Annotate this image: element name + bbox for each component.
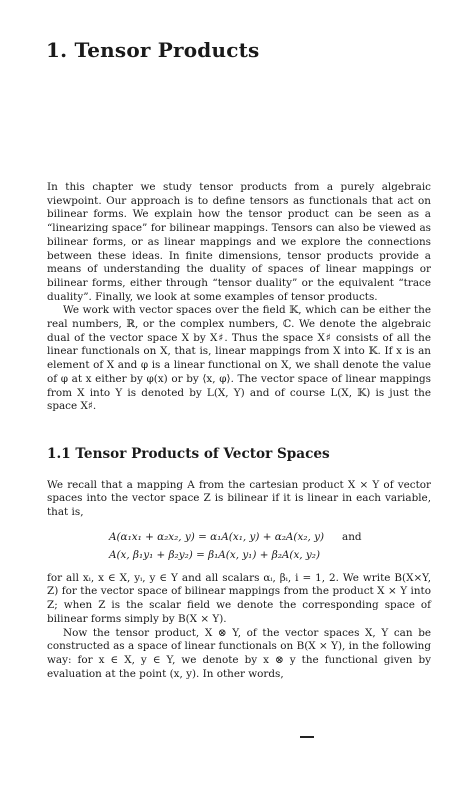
chapter-title: 1. Tensor Products [46, 38, 260, 62]
bilinear-definition-paragraph: We recall that a mapping A from the cartesian product X × Y of vector spaces into the vector space Z is bilinear if it is linear in each variable, that is, [47, 478, 431, 519]
equation-connector: and [342, 530, 362, 543]
tensor-product-paragraph: Now the tensor product, X ⊗ Y, of the vector spaces X, Y can be constructed as a space of linear functionals on B(X × Y), in the following way: for x ∈ X, y ∈ Y, we denote by x ⊗ y the functional given by evaluation at the point (x, y). In other words, [47, 626, 431, 680]
intro-paragraph: In this chapter we study tensor products from a purely algebraic viewpoint. Our approach is to define tensors as functionals that act on bilinear forms. We explain how the tensor product can be seen as a “linearizing space” for bilinear mappings. Tensors can also be viewed as bilinear forms, or as linear mappings and we explore the connections between these ideas. In finite dimensions, tensor products provide a means of understanding the duality of spaces of linear mappings or bilinear forms, either through “tensor duality” or the equivalent “trace duality”. Finally, we look at some examples of tensor products. [47, 181, 431, 303]
equation-line-2: A(x, β₁y₁ + β₂y₂) = β₁A(x, y₁) + β₂A(x, y₂) [109, 548, 320, 561]
equation-line-1 [109, 528, 431, 546]
section-title: 1.1 Tensor Products of Vector Spaces [47, 445, 330, 462]
bilinearity-equation [109, 528, 431, 564]
equation-line-1-text: A(α₁x₁ + α₂x₂, y) = α₁A(x₁, y) + α₂A(x₂, y) [109, 530, 325, 543]
notation-paragraph: We work with vector spaces over the field 𝕂, which can be either the real numbers, ℝ, or the complex numbers, ℂ. We denote the algebraic dual of the vector space X by X♯. Thus the space X♯ consists of all the linear functionals on X, that is, linear mappings from X into 𝕂. If x is an element of X and φ is a linear functional on X, we shall denote the value of φ at x either by φ(x) or by ⟨x, φ⟩. The vector space of linear mappings from X into Y is denoted by L(X, Y) and of course L(X, 𝕂) is just the space X♯. [47, 304, 431, 413]
body-text [47, 181, 431, 681]
bilinear-space-paragraph: for all xᵢ, x ∈ X, yᵢ, y ∈ Y and all scalars αᵢ, βᵢ, i = 1, 2. We write B(X×Y, Z) for the vector space of bilinear mappings from the product X × Y into Z; when Z is the scalar field we denote the corresponding space of bilinear forms simply by B(X × Y). [47, 571, 431, 625]
continuation-dash [300, 736, 314, 738]
